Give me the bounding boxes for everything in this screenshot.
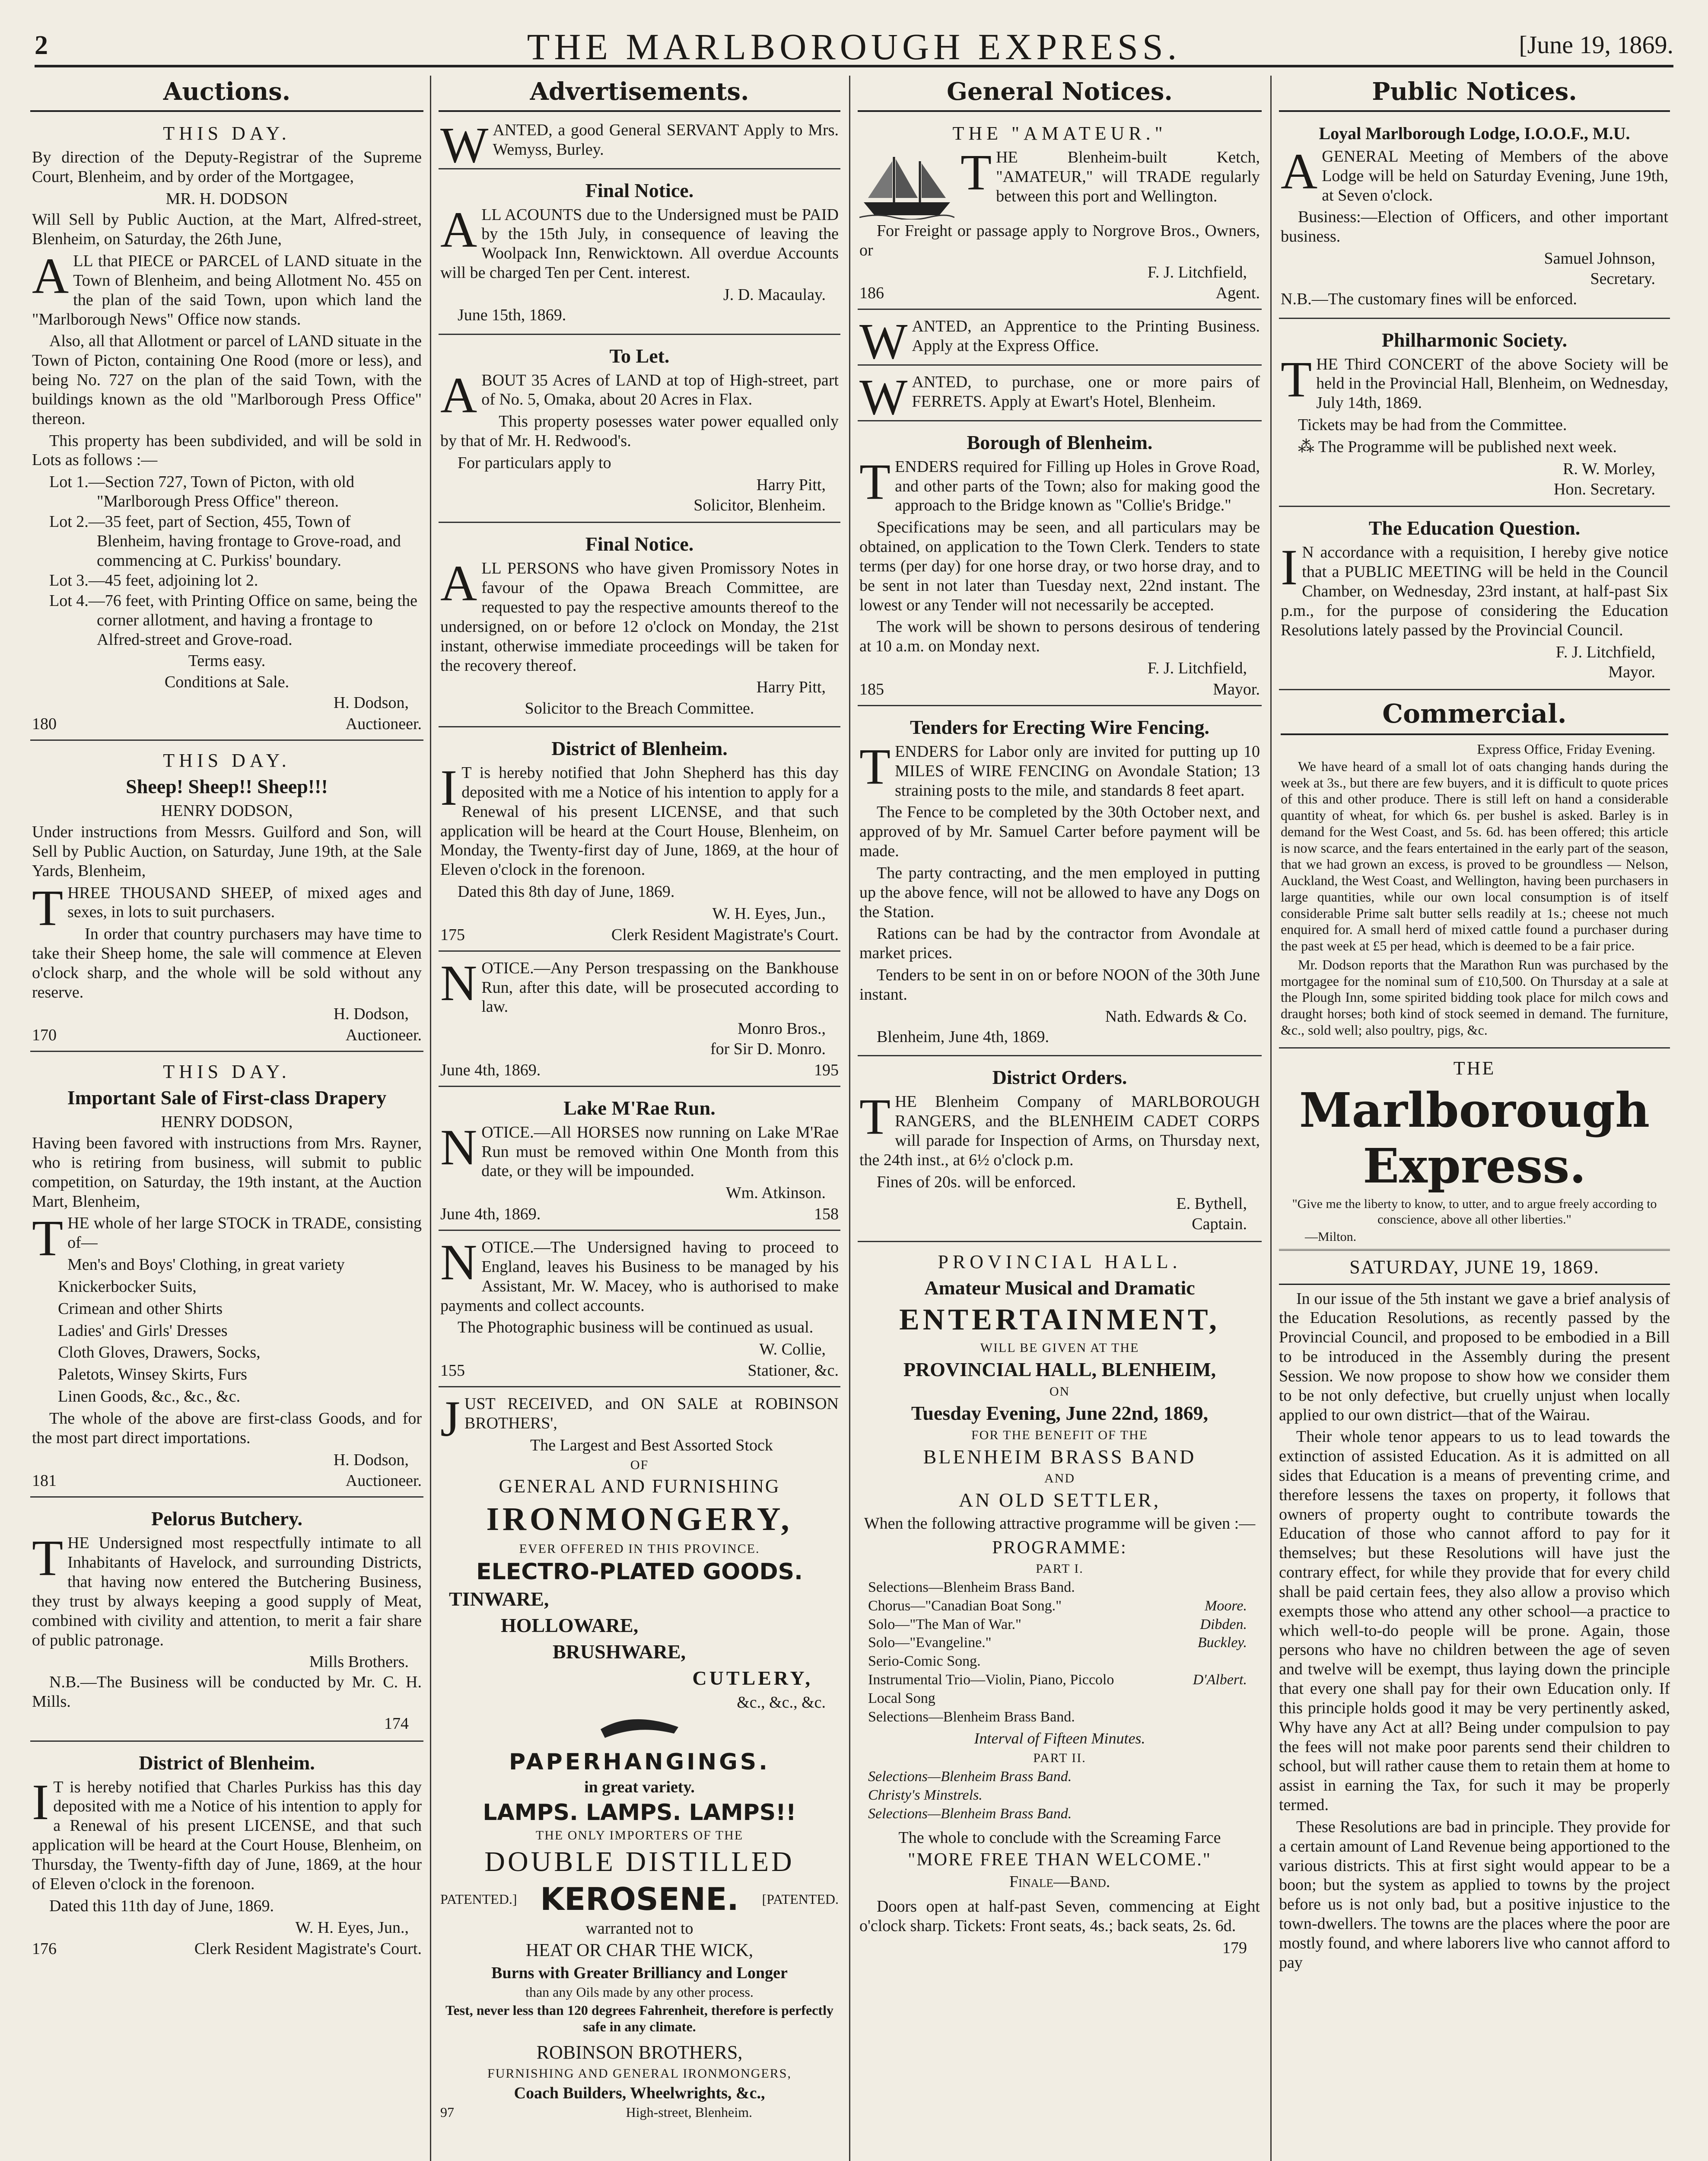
ad-signature: R. W. Morley, bbox=[1563, 459, 1655, 478]
ad-line: WILL BE GIVEN AT THE bbox=[980, 1341, 1139, 1355]
ad-ketch-amateur bbox=[858, 118, 1262, 310]
ad-text: N.B.—The customary fines will be enforced. bbox=[1281, 290, 1577, 308]
column-advertisements bbox=[439, 76, 840, 2161]
ad-line: PROGRAMME: bbox=[992, 1538, 1127, 1558]
ad-sheep-auction bbox=[30, 745, 423, 1052]
ad-final-notice-macaulay bbox=[439, 174, 840, 335]
ad-terms: Terms easy. bbox=[188, 651, 266, 670]
ad-head: THIS DAY. bbox=[163, 1061, 291, 1083]
editorial-motto-source: —Milton. bbox=[1305, 1229, 1357, 1244]
ad-role: Stationer, &c. bbox=[747, 1361, 839, 1380]
ad-line: warranted not to bbox=[585, 1919, 693, 1938]
ad-line: PAPERHANGINGS. bbox=[509, 1749, 770, 1775]
ad-text: Also, all that Allotment or parcel of LAND situate in the Town of Picton, containing One Rood (more or less), and being No. 727 on the plan of the said Town, with the buildings known as the old "Marlborough Press Office" thereon. bbox=[32, 332, 422, 428]
ad-line: HOLLOWARE, bbox=[501, 1614, 639, 1637]
ad-text: This property posesses water power equalled only by that of Mr. H. Redwood's. bbox=[440, 412, 839, 450]
ad-line: FURNISHING AND GENERAL IRONMONGERS, bbox=[487, 2066, 792, 2081]
ad-text: Fines of 20s. will be enforced. bbox=[877, 1173, 1076, 1191]
ad-line: "MORE FREE THAN WELCOME." bbox=[908, 1849, 1212, 1870]
ad-text: NOTICE.—Any Person trespassing on the Bankhouse Run, after this date, will be prosecuted according to law. bbox=[440, 954, 839, 1016]
editorial-motto: "Give me the liberty to know, to utter, and to argue freely according to conscience, above all other liberties." bbox=[1292, 1196, 1657, 1227]
ad-auctioneer: MR. H. DODSON bbox=[165, 189, 288, 208]
ad-signature: Monro Bros., bbox=[738, 1020, 826, 1038]
editorial-date: SATURDAY, JUNE 19, 1869. bbox=[1349, 1256, 1600, 1278]
ad-signature: H. Dodson, bbox=[333, 1005, 409, 1023]
ad-signature: Harry Pitt, bbox=[756, 475, 826, 494]
ad-number: 155 bbox=[440, 1361, 465, 1380]
ad-loyal-lodge bbox=[1279, 118, 1670, 319]
ad-text: ALL PERSONS who have given Promissory Notes in favour of the Opawa Breach Committee, are requested to pay the respective amounts thereof to the undersigned, on or before 12 o'clock on Monday, the 21st instant, otherwise immediate proceedings will be taken for the recovery thereof. bbox=[440, 555, 839, 675]
programme-item: Local Song bbox=[868, 1690, 935, 1706]
ad-text: THE Third CONCERT of the above Society will be held in the Provincial Hall, Blenheim, on Wednesday, July 14th, 1869. bbox=[1281, 351, 1668, 412]
ad-title: To Let. bbox=[609, 344, 670, 367]
column-auctions bbox=[30, 76, 423, 2161]
ad-signature: Solicitor to the Breach Committee. bbox=[525, 699, 754, 718]
ad-text: N.B.—The Business will be conducted by Mr. C. H. Mills. bbox=[32, 1673, 422, 1711]
commercial-report bbox=[1279, 695, 1670, 1049]
ad-text: Business:—Election of Officers, and other important business. bbox=[1281, 208, 1668, 246]
column-public-notices bbox=[1279, 76, 1670, 2161]
programme-item: Serio-Comic Song. bbox=[868, 1653, 981, 1670]
ad-line: PATENTED.] bbox=[440, 1891, 517, 1907]
ad-text: WANTED, to purchase, one or more pairs of FERRETS. Apply at Ewart's Hotel, Blenheim. bbox=[859, 369, 1260, 426]
ad-title: District Orders. bbox=[992, 1066, 1127, 1089]
ad-wire-fencing bbox=[858, 711, 1262, 1056]
masthead bbox=[35, 17, 1673, 67]
ad-wanted-ferrets bbox=[858, 369, 1262, 426]
ad-line: THE ONLY IMPORTERS OF THE bbox=[535, 1828, 744, 1843]
ad-text: Tenders to be sent in on or before NOON of the 30th June instant. bbox=[859, 966, 1260, 1004]
pointing-hand-icon bbox=[440, 1714, 839, 1747]
ad-number: 195 bbox=[814, 1061, 839, 1079]
programme-item: Chorus—"Canadian Boat Song." Moore. bbox=[868, 1597, 1247, 1614]
ad-text: The Photographic business will be continued as usual. bbox=[458, 1318, 814, 1337]
ad-line: LAMPS. LAMPS. LAMPS!! bbox=[483, 1800, 796, 1826]
ad-district-blenheim-shepherd bbox=[439, 732, 840, 952]
ad-text: ⁂ The Programme will be published next week. bbox=[1298, 437, 1617, 456]
ad-date: June 4th, 1869. bbox=[440, 1205, 541, 1224]
ad-district-blenheim-purkiss bbox=[30, 1746, 423, 1965]
ship-icon bbox=[859, 150, 954, 220]
ad-text: JUST RECEIVED, and ON SALE at ROBINSON BROTHERS', bbox=[440, 1390, 839, 1447]
ad-role: Clerk Resident Magistrate's Court. bbox=[611, 925, 839, 944]
ad-title: Final Notice. bbox=[585, 179, 694, 201]
editorial-text: These Resolutions are bad in principle. They provide for a certain amount of Land Revenue being apportioned to the various districts. This at first sight would appear to be a boon; but the system as applied to towns by the project before us is not only bad, but a positive injustice to the town-dwellers. The towns are the places where the poor are mostly found, and where laborers live who cannot afford to pay bbox=[1279, 1817, 1670, 1972]
list-item: Crimean and other Shirts bbox=[58, 1299, 223, 1318]
ad-signature: Secretary. bbox=[1590, 269, 1655, 288]
programme-item: Selections—Blenheim Brass Band. bbox=[868, 1579, 1075, 1596]
ad-number: 185 bbox=[859, 680, 884, 698]
ad-text: ALL ACOUNTS due to the Undersigned must be PAID by the 15th July, in consequence of leaving the Woolpack Inn, Renwicktown. All overdue Accounts will be charged Ten per Cent. interest. bbox=[440, 201, 839, 282]
lot-item: Lot 2.—35 feet, part of Section, 455, Town of Blenheim, having frontage to Grove-road, and commencing at C. Purkiss' boundary. bbox=[49, 512, 401, 570]
ad-text: THE Blenheim Company of MARLBOROUGH RANGERS, and the BLENHEIM CADET CORPS will parade for Inspection of Arms, on Thursday next, the 24th inst., at 6½ o'clock p.m. bbox=[859, 1088, 1260, 1169]
ad-title: The Education Question. bbox=[1368, 517, 1581, 539]
ad-text: THE Undersigned most respectfully intimate to all Inhabitants of Havelock, and surrounding Districts, that having now entered the Butchering Business, they trust by always keeping a good supply of Meat, combined with civility and attention, to merit a fair share of public patronage. bbox=[32, 1530, 422, 1649]
ad-text: WANTED, an Apprentice to the Printing Business. Apply at the Express Office. bbox=[859, 313, 1260, 370]
ad-text: IT is hereby notified that John Shepherd has this day deposited with me a Notice of his intention to apply for a Renewal of his present LICENSE, and that such application will be heard at the Court House, Blenheim, on Monday, the Twenty-first day of June, 1869, at the hour of Eleven o'clock in the forenoon. bbox=[440, 759, 839, 879]
ad-line: Tuesday Evening, June 22nd, 1869, bbox=[911, 1402, 1209, 1425]
programme-item: Solo—"The Man of War." Dibden. bbox=[868, 1616, 1247, 1632]
ad-line: GENERAL AND FURNISHING bbox=[499, 1475, 780, 1497]
ad-date: June 4th, 1869. bbox=[440, 1061, 541, 1079]
ad-to-let bbox=[439, 339, 840, 523]
ad-line: Burns with Greater Brilliancy and Longer bbox=[491, 1963, 788, 1982]
ad-text: AGENERAL Meeting of Members of the above Lodge will be held on Saturday Evening, June 19th, at Seven o'clock. bbox=[1281, 143, 1668, 204]
ad-line: High-street, Blenheim. bbox=[626, 2104, 752, 2120]
section-heading: Auctions. bbox=[30, 76, 423, 112]
ad-role: Auctioneer. bbox=[345, 715, 422, 733]
ad-conditions: Conditions at Sale. bbox=[164, 673, 289, 691]
ad-signature: H. Dodson, bbox=[333, 1450, 409, 1469]
ad-dated: Dated this 11th day of June, 1869. bbox=[49, 1896, 274, 1915]
ad-text: TENDERS required for Filling up Holes in Grove Road, and other parts of the Town; also for making good the approach to the Bridge known as "Collie's Bridge." bbox=[859, 453, 1260, 515]
lot-item: Lot 1.—Section 727, Town of Picton, with old "Marlborough Press Office" thereon. bbox=[49, 473, 354, 511]
ad-signature: Mayor. bbox=[1608, 663, 1655, 682]
programme-item: Christy's Minstrels. bbox=[868, 1787, 983, 1804]
ad-line-entertainment: ENTERTAINMENT, bbox=[899, 1303, 1220, 1337]
ad-line: DOUBLE DISTILLED bbox=[484, 1846, 795, 1878]
ad-date: June 15th, 1869. bbox=[458, 306, 566, 324]
ad-text: ABOUT 35 Acres of LAND at top of High-street, part of No. 5, Omaka, about 20 Acres in Flax. bbox=[440, 367, 839, 424]
programme-item: Selections—Blenheim Brass Band. bbox=[868, 1769, 1072, 1785]
ad-line: BRUSHWARE, bbox=[553, 1641, 686, 1663]
ad-signature: Wm. Atkinson. bbox=[725, 1184, 826, 1202]
ad-text: Doors open at half-past Seven, commencing at Eight o'clock sharp. Tickets: Front seats, 4s.; back seats, 2s. 6d. bbox=[859, 1897, 1260, 1935]
programme-item: Selections—Blenheim Brass Band. bbox=[868, 1708, 1075, 1725]
ad-district-orders bbox=[858, 1061, 1262, 1242]
ad-final-notice-breach bbox=[439, 527, 840, 727]
ad-signature: E. Bythell, bbox=[1176, 1195, 1247, 1213]
ad-robinson-brothers bbox=[439, 1392, 840, 2126]
ad-line: EVER OFFERED IN THIS PROVINCE. bbox=[519, 1542, 760, 1556]
ad-number: 186 bbox=[859, 284, 884, 303]
programme-interval: Interval of Fifteen Minutes. bbox=[974, 1730, 1145, 1747]
ad-text: THREE THOUSAND SHEEP, of mixed ages and sexes, in lots to suit purchasers. bbox=[32, 879, 422, 936]
ad-text: The work will be shown to persons desirous of tendering at 10 a.m. on Monday next. bbox=[859, 618, 1260, 656]
ad-signature: Mills Brothers. bbox=[309, 1653, 409, 1671]
column-general-notices bbox=[858, 76, 1262, 2161]
ad-line-ironmongery: IRONMONGERY, bbox=[486, 1501, 793, 1538]
ad-line: When the following attractive programme will be given :— bbox=[864, 1514, 1256, 1533]
ad-text: WANTED, a good General SERVANT Apply to Mrs. Wemyss, Burley. bbox=[440, 117, 839, 173]
editorial bbox=[1279, 1057, 1670, 1973]
ad-text: TENDERS for Labor only are invited for putting up 10 MILES of WIRE FENCING on Avondale Station; 13 straining posts to the mile, and standards 8 feet apart. bbox=[859, 738, 1260, 800]
ad-signature: Hon. Secretary. bbox=[1554, 480, 1655, 498]
ad-number: 174 bbox=[384, 1714, 409, 1733]
editorial-text: In our issue of the 5th instant we gave a brief analysis of the Education Resolutions, as recently passed by the Provincial Council, and proposed to be embodied in a Bill to be introduced in the Assembly during the present Session. We now propose to show how we consider them to be not only defective, but cruelly unjust when locally applied to our own district—that of the Wairau. bbox=[1279, 1289, 1670, 1424]
ad-text: The party contracting, and the men employed in putting up the above fence, will not be allowed to have any Dogs on the Station. bbox=[859, 864, 1260, 921]
ad-text: IT is hereby notified that Charles Purkiss has this day deposited with me a Notice of his intention to apply for a Renewal of his present LICENSE, and that such application will be heard at the Court House, Blenheim, on Thursday, the Twenty-fifth day of June, 1869, at the hour of Eleven o'clock in the forenoon. bbox=[32, 1773, 422, 1893]
ad-text: IN accordance with a requisition, I hereby give notice that a PUBLIC MEETING will be held in the Council Chamber, on Wednesday, 23rd instant, at half-past Six p.m., for the purpose of considering the Education Resolutions lately passed by the Provincial Council. bbox=[1281, 539, 1668, 639]
ad-head: PROVINCIAL HALL. bbox=[938, 1251, 1182, 1273]
editorial-text: Their whole tenor appears to us to lead towards the extinction of assisted Education. As it is admitted on all sides that Education is a means of preventing crime, and therefore lessens the taxes on property, it follows that owners of property ought to contribute towards the Education of those who cannot afford to pay for it themselves; but these Resolutions will have just the contrary effect, for while they provide that for every child shall be paid certain fees, they also allow a proviso which exempts those who attend any other school—a practice to which well-to-do people will be prone. Again, those persons who have no children between the age of seven and twelve will be exempt, thus laying down the principle that every one shall pay for their own Education only. If this principle holds good it may be very pertinently asked, Why have any Act at all? Being under compulsion to pay the fees will not make poor parents send their children to school, but will rather cause them to retain them at home to assist in earning the Tax, for such it may be properly termed. bbox=[1279, 1428, 1670, 1814]
ad-signature: Captain. bbox=[1192, 1215, 1247, 1233]
ad-education-question bbox=[1279, 511, 1670, 690]
ad-text: Tickets may be had from the Committee. bbox=[1298, 416, 1567, 434]
ad-line: CUTLERY, bbox=[692, 1667, 813, 1689]
lot-item: Lot 4.—76 feet, with Printing Office on same, being the corner allotment, and having a frontage to Alfred-street and Grove-road. bbox=[49, 592, 418, 649]
list-item: Men's and Boys' Clothing, in great variety bbox=[67, 1256, 345, 1274]
ad-text: THE whole of her large STOCK in TRADE, consisting of— bbox=[32, 1210, 422, 1267]
ad-text: By direction of the Deputy-Registrar of the Supreme Court, Blenheim, and by order of the Mortgagee, bbox=[32, 148, 422, 186]
ad-text: Specifications may be seen, and all particulars may be obtained, on application to the Town Clerk. Tenders to state terms (per day) for one horse dray, or two horse dray, and to be sent in not later than Tuesday next, 22nd instant. The lowest or any Tender will not necessarily be accepted. bbox=[859, 518, 1260, 614]
column-rule bbox=[849, 76, 850, 2161]
ad-number: 158 bbox=[814, 1205, 839, 1224]
commercial-dateline: Express Office, Friday Evening. bbox=[1477, 741, 1655, 757]
ad-number: 176 bbox=[32, 1940, 57, 1958]
ad-dated: Dated this 8th day of June, 1869. bbox=[458, 883, 675, 901]
programme-item: Selections—Blenheim Brass Band. bbox=[868, 1806, 1072, 1822]
issue-date: [June 19, 1869. bbox=[1519, 31, 1673, 59]
editorial-nameplate: Marlborough Express. bbox=[1299, 1082, 1650, 1194]
ad-line: FOR THE BENEFIT OF THE bbox=[971, 1428, 1148, 1443]
ad-text: In order that country purchasers may have time to take their Sheep home, the sale will commence at Eleven o'clock sharp, and the whole will be sold without any reserve. bbox=[32, 925, 422, 1001]
ad-role: Mayor. bbox=[1213, 680, 1260, 698]
ad-text: For Freight or passage apply to Norgrove Bros., Owners, or bbox=[859, 222, 1260, 259]
ad-text: Rations can be had by the contractor from Avondale at market prices. bbox=[859, 924, 1260, 963]
page-number: 2 bbox=[35, 31, 48, 60]
ad-head: THIS DAY. bbox=[163, 750, 291, 771]
programme-item: Solo—"Evangeline." Buckley. bbox=[868, 1635, 1247, 1651]
ad-line: Test, never less than 120 degrees Fahrenheit, therefore is perfectly safe in any climate. bbox=[445, 2002, 833, 2034]
editorial-the: THE bbox=[1453, 1057, 1496, 1079]
ad-line: ROBINSON BROTHERS, bbox=[536, 2041, 743, 2063]
ad-line: The Largest and Best Assorted Stock bbox=[530, 1436, 773, 1454]
ad-line: AND bbox=[1044, 1471, 1075, 1486]
ad-line: HEAT OR CHAR THE WICK, bbox=[525, 1940, 754, 1960]
ad-text: Under instructions from Messrs. Guilford and Son, will Sell by Public Auction, on Saturday, June 19th, at the Sale Yards, Blenheim, bbox=[32, 823, 422, 880]
ad-title: Important Sale of First-class Drapery bbox=[67, 1087, 387, 1109]
ad-title: Pelorus Butchery. bbox=[151, 1508, 303, 1530]
ad-number: 97 bbox=[440, 2104, 454, 2120]
ad-line: PROVINCIAL HALL, BLENHEIM, bbox=[903, 1358, 1216, 1381]
ad-title: District of Blenheim. bbox=[139, 1751, 315, 1774]
ad-text: For particulars apply to bbox=[458, 453, 611, 472]
ad-text: ALL that PIECE or PARCEL of LAND situate in the Town of Blenheim, and being Allotment No. 455 on the plan of the said Town, upon which land the "Marlborough News" Office now stands. bbox=[32, 248, 422, 328]
column-rule bbox=[430, 76, 431, 2161]
ad-title: Lake M'Rae Run. bbox=[563, 1096, 716, 1119]
ad-line: OF bbox=[630, 1457, 649, 1472]
column-rule bbox=[1270, 76, 1272, 2161]
lot-item: Lot 3.—45 feet, adjoining lot 2. bbox=[49, 571, 258, 590]
ad-signature: Harry Pitt, bbox=[756, 678, 826, 697]
ad-number: 175 bbox=[440, 925, 465, 944]
ad-provincial-hall bbox=[858, 1246, 1262, 1964]
section-heading: Advertisements. bbox=[439, 76, 840, 112]
ad-signature: F. J. Litchfield, bbox=[1147, 263, 1247, 281]
ad-line: Finale—Band. bbox=[1009, 1873, 1110, 1891]
ad-text: NOTICE.—The Undersigned having to proceed to England, leaves his Business to be managed by his Assistant, Mr. W. Macey, who is authorised to make payments and collect accounts. bbox=[440, 1234, 839, 1315]
ad-line: Amateur Musical and Dramatic bbox=[924, 1277, 1195, 1299]
ad-signature: W. Collie, bbox=[759, 1340, 826, 1359]
ad-auctioneer: HENRY DODSON, bbox=[161, 1113, 293, 1131]
ad-title: Final Notice. bbox=[585, 533, 694, 555]
ad-title: Sheep! Sheep!! Sheep!!! bbox=[126, 775, 328, 798]
ad-lake-mrae-run bbox=[439, 1091, 840, 1231]
ad-signature: W. H. Eyes, Jun., bbox=[712, 904, 826, 923]
ad-wanted-servant bbox=[439, 117, 840, 173]
ad-text: The Fence to be completed by the 30th October next, and approved of by Mr. Samuel Carter before payment will be made. bbox=[859, 803, 1260, 861]
ad-bankhouse-run bbox=[439, 956, 840, 1087]
ad-line: TINWARE, bbox=[449, 1588, 549, 1610]
list-item: Cloth Gloves, Drawers, Socks, bbox=[58, 1343, 261, 1362]
ad-line: &c., &c., &c. bbox=[737, 1693, 826, 1712]
ad-text: Will Sell by Public Auction, at the Mart, Alfred-street, Blenheim, on Saturday, the 26th June, bbox=[32, 210, 422, 249]
ad-borough-blenheim bbox=[858, 426, 1262, 706]
ad-text: Having been favored with instructions from Mrs. Rayner, who is retiring from business, will submit to public competition, on Saturday, the 19th instant, at the Auction Mart, Blenheim, bbox=[32, 1134, 422, 1211]
ad-title: District of Blenheim. bbox=[551, 737, 728, 760]
list-item: Ladies' and Girls' Dresses bbox=[58, 1321, 228, 1340]
ad-title: Borough of Blenheim. bbox=[967, 431, 1153, 453]
section-heading: Commercial. bbox=[1281, 697, 1668, 735]
ad-title: Tenders for Erecting Wire Fencing. bbox=[910, 716, 1209, 738]
ad-signature: Nath. Edwards & Co. bbox=[1105, 1007, 1247, 1026]
ad-land-auction bbox=[30, 118, 423, 741]
ad-line: PART II. bbox=[1033, 1751, 1086, 1766]
ad-signature: Samuel Johnson, bbox=[1544, 249, 1655, 268]
ad-collie-notice bbox=[439, 1235, 840, 1387]
ad-line: ON bbox=[1049, 1384, 1070, 1399]
ad-line: [PATENTED. bbox=[762, 1891, 839, 1907]
ad-line-kerosene: KEROSENE. bbox=[540, 1881, 739, 1918]
ad-auctioneer: HENRY DODSON, bbox=[161, 802, 293, 820]
ad-role: Auctioneer. bbox=[345, 1472, 422, 1490]
ad-text: THE Blenheim-built Ketch, "AMATEUR," will TRADE regularly between this port and Wellington. bbox=[961, 144, 1260, 205]
ad-line: AN OLD SETTLER, bbox=[958, 1489, 1161, 1511]
ad-role: Auctioneer. bbox=[345, 1026, 422, 1045]
list-item: Paletots, Winsey Skirts, Furs bbox=[58, 1365, 247, 1384]
newspaper-title: THE MARLBOROUGH EXPRESS. bbox=[527, 26, 1181, 67]
section-heading: General Notices. bbox=[858, 76, 1262, 112]
ad-signature: H. Dodson, bbox=[333, 694, 409, 712]
ad-philharmonic bbox=[1279, 323, 1670, 507]
section-heading: Public Notices. bbox=[1279, 76, 1670, 112]
ad-number: 170 bbox=[32, 1026, 57, 1045]
ad-signature: F. J. Litchfield, bbox=[1147, 659, 1247, 678]
ad-text: NOTICE.—All HORSES now running on Lake M'Rae Run must be removed within One Month from this date, or they will be impounded. bbox=[440, 1119, 839, 1180]
ad-title: Loyal Marlborough Lodge, I.O.O.F., M.U. bbox=[1319, 124, 1630, 143]
ad-wanted-apprentice bbox=[858, 313, 1262, 370]
ad-date: Blenheim, June 4th, 1869. bbox=[877, 1027, 1049, 1046]
ad-line: than any Oils made by any other process. bbox=[525, 1984, 754, 2000]
ad-line: in great variety. bbox=[584, 1778, 695, 1797]
list-item: Knickerbocker Suits, bbox=[58, 1277, 197, 1296]
programme-item: Instrumental Trio—Violin, Piano, Piccolo D'Albert. bbox=[868, 1672, 1247, 1688]
ad-role: Agent. bbox=[1215, 284, 1260, 303]
ad-line: Coach Builders, Wheelwrights, &c., bbox=[514, 2084, 765, 2102]
ad-line: ELECTRO-PLATED GOODS. bbox=[476, 1559, 803, 1585]
ad-title: Philharmonic Society. bbox=[1381, 328, 1568, 351]
ad-signature: F. J. Litchfield, bbox=[1555, 643, 1655, 661]
ad-signature: for Sir D. Monro. bbox=[710, 1039, 826, 1058]
ad-role: Clerk Resident Magistrate's Court. bbox=[194, 1940, 422, 1958]
ad-line: BLENHEIM BRASS BAND bbox=[923, 1446, 1196, 1468]
ad-number: 179 bbox=[1222, 1938, 1247, 1957]
ad-line: The whole to conclude with the Screaming Farce bbox=[898, 1828, 1221, 1847]
commercial-text: Mr. Dodson reports that the Marathon Run was purchased by the mortgagee for the nominal sum of £10,500. On Thursday at a sale at the Plough Inn, some spirited bidding took place for milch cows and draught horses; both kind of stock seemed in demand. The furniture, &c., sold well; also poultry, pigs, &c. bbox=[1281, 956, 1668, 1038]
ad-head: THE "AMATEUR." bbox=[952, 123, 1167, 144]
ad-signature: W. H. Eyes, Jun., bbox=[295, 1919, 409, 1937]
ad-pelorus-butchery bbox=[30, 1502, 423, 1741]
commercial-text: We have heard of a small lot of oats changing hands during the week at 3s., but there are few buyers, and it is difficult to quote prices of this and other produce. There is still left on hand a considerable quantity of wheat, for which 6s. per bushel is asked. Barley is in demand for the West Coast, and 5s. 6d. has been offered; this article is now scarce, and the fears entertained in the early part of the season, that we had grown an excess, is proved to be groundless — Nelson, Auckland, the West Coast, and Wellington, having been purchasers in large quantities, while our own local consumption is of itself considerable Prime salt butter sells readily at 1s.; cheese not much enquired for. A small herd of mixed cattle found a purchaser during the past week at £5 per head, which is deemed to be a fair price. bbox=[1281, 758, 1668, 954]
ad-drapery-auction bbox=[30, 1056, 423, 1498]
list-item: Linen Goods, &c., &c., &c. bbox=[58, 1387, 241, 1406]
ad-signature: Solicitor, Blenheim. bbox=[693, 496, 826, 514]
ad-number: 180 bbox=[32, 715, 57, 733]
ad-signature: J. D. Macaulay. bbox=[723, 285, 826, 304]
ad-line: PART I. bbox=[1036, 1562, 1084, 1576]
ad-head: THIS DAY. bbox=[163, 123, 291, 144]
ad-text: This property has been subdivided, and will be sold in Lots as follows :— bbox=[32, 431, 422, 469]
ad-number: 181 bbox=[32, 1472, 57, 1490]
ad-text: The whole of the above are first-class Goods, and for the most part direct importations. bbox=[32, 1409, 422, 1447]
